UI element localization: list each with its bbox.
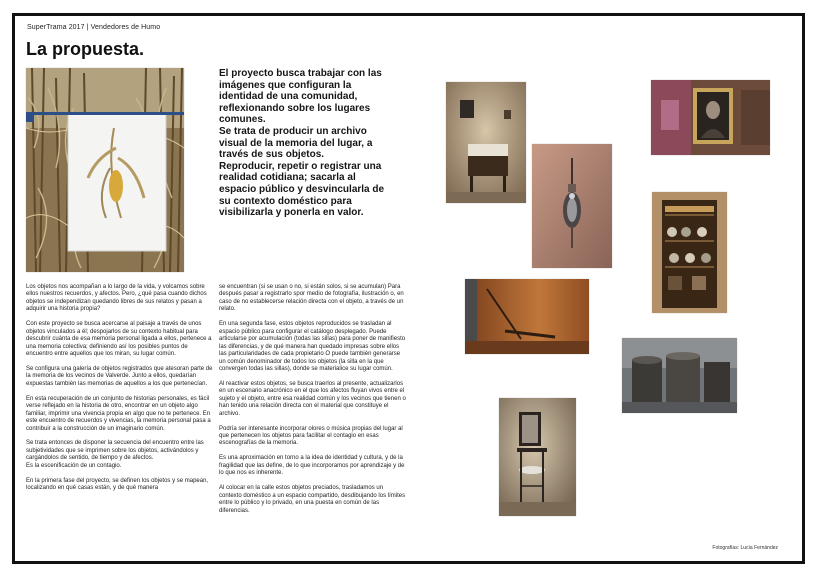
page-title: La propuesta. [26,39,145,59]
photo-metal-drums [622,338,737,413]
body-paragraph: se encuentran (si se usan o no, si están solos, si se acumulan) Para después pasar a registrarlo spor medio de fotografía, ilustración o, en caso de no establecerse relación directa con el objeto, a través de un relato. [219,284,404,313]
body-paragraph: Al colocar en la calle estos objetos preciados, trasladamos un contexto doméstico a un espacio compartido, desdibujando los límites entre lo público y lo privado, en una puesta en común de las diferencias. [219,485,406,514]
lead-paragraph: El proyecto busca trabajar con las imágenes que configuran la identidad de una comunidad, reflexionando sobre los lugares comunes. [219,68,382,126]
body-paragraph: Es una aproximación en torno a la idea de identidad y cultura, y de la fragilidad que las define, de lo que incorporamos por aprendizaje y de lo que nos es inherente. [219,455,405,477]
photo-room-with-table [446,82,526,203]
page-header: SuperTrama 2017 | Vendedores de Humo [27,24,161,31]
photo-wall-ornament [532,144,612,268]
photo-washstand [499,398,576,516]
body-column-left [26,284,214,500]
body-paragraph: Se trata entonces de disponer la secuencia del encuentro entre las subjetividades que se imprimen sobre los objetos, activándolos y cargándolos de sentido, de tiempo y de afectos. [26,440,204,462]
photo-shelf-cupboard [652,192,727,313]
page-frame [12,13,805,564]
body-paragraph: Con este proyecto se busca acercarse al paisaje a través de unos objetos vinculados a él; despojarlos de su contexto habitual para descubrir cuánta de esa memoria personal ligada a ellos, pertenece a una memoria colectiva; definiendo así los posibles puntos de encuentro entre aquellos que los miran, su lugar común. [26,321,212,358]
body-paragraph: Los objetos nos acompañan a lo largo de la vida, y volcamos sobre ellos nuestros recuerdos, y afectos. Pero, ¿qué pasa cuando dichos objetos se independizan quedando libres de sus relatos y pasan a adquirir una historia propia? [26,284,207,313]
body-paragraph: Es la escenificación de un contagio. [26,462,122,469]
lead-text [219,68,389,219]
body-column-right [219,284,407,522]
cornfield-installation-photo [26,68,184,272]
body-paragraph: Se configura una galería de objetos registrados que atesoran parte de la memoria de los vecinos de Valverde. Junto a ellos, quedarían expuestas también las memorias de aquellos a los que pertenecían. [26,365,213,387]
body-paragraph: Al reactivar estos objetos, se busca traerlos al presente, actualizarlos en un escenario anacrónico en el que los afectos fluyan vivos entre el sujeto y el objeto, entre esa realidad común y los vecinos que tienen o han tenido una relación directa con el material que constituye el archivo. [219,380,406,417]
photo-credit: Fotografías: Lucía Fernández [712,545,778,551]
body-paragraph: En esta recuperación de un conjunto de historias personales, es fácil verse reflejado en la historia de otro, encontrar en un objeto algo familiar, imprimir una vivencia propia en algo que no te pertenece. En este encuentro de recuerdos y vivencias, la memoria personal pasa a contribuir a la construcción de un imaginario común. [26,395,211,432]
lead-paragraph: Reproducir, repetir o registrar una realidad cotidiana; sacarla al espacio público y desvincularla de su contexto doméstico para visibilizarla y ponerla en valor. [219,160,385,219]
lead-paragraph: Se trata de producir un archivo visual de la memoria del lugar, a través de sus objetos. [219,125,373,161]
body-paragraph: Podría ser interesante incorporar olores o música propias del lugar al que pertenecen los objetos para facilitar el contagio en esas escenografías de la memoria. [219,425,403,447]
body-paragraph: En la primera fase del proyecto, se definen los objetos y se mapean, localizando en qué casas están, y de qué manera [26,477,209,492]
body-paragraph: En una segunda fase, estos objetos reproducidos se trasladan al espacio público para configurar el catálogo desplegado. Puede articularse por acumulación (todas las sillas) para poner de manifiesto las diferencias, y de qué manera han quedado impresas sobre ellos las particularidades de cada propietario O puede también generarse un común denominador de todos los objetos (la silla en la que convergen todas las sillas), donde se materialice su lugar común. [219,321,406,372]
photo-old-tool [465,279,589,354]
photo-portrait-frame [651,80,770,155]
